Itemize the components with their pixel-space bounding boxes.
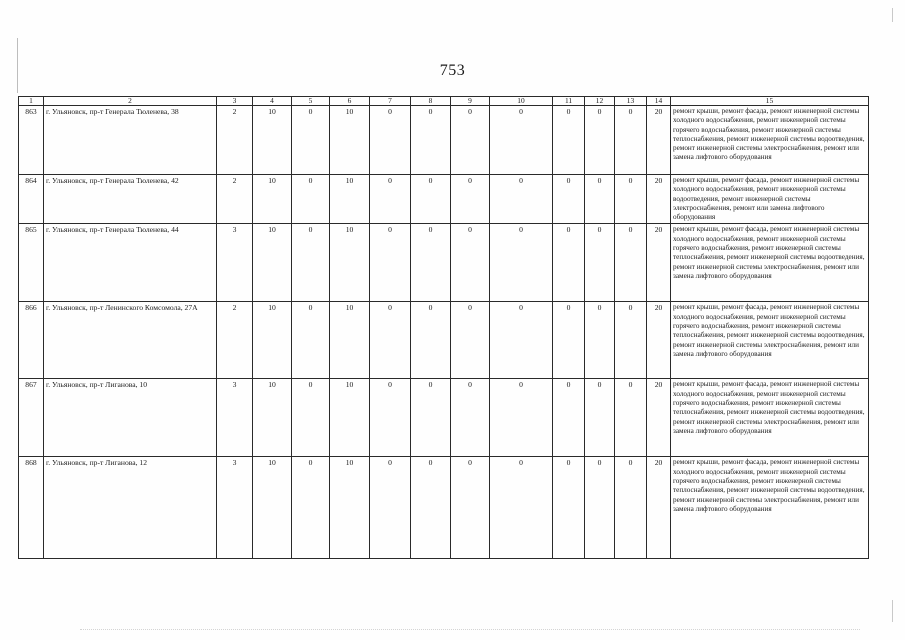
row-value: 0 <box>451 379 490 457</box>
row-value: 20 <box>647 106 671 175</box>
column-header: 9 <box>451 97 490 106</box>
row-number: 863 <box>19 106 44 175</box>
row-works: ремонт крыши, ремонт фасада, ремонт инженерной системы холодного водоснабжения, ремонт инженерной системы горячего водоснабжения, ремонт инженерной системы теплоснабжения, ремонт инженерной системы водоотведения, ремонт инженерной системы электроснабжения, ремонт или замена лифтового оборудования <box>671 302 869 379</box>
table-row <box>19 379 869 457</box>
row-value: 0 <box>370 106 411 175</box>
column-header: 1 <box>19 97 44 106</box>
row-value: 0 <box>451 224 490 302</box>
row-value: 0 <box>585 106 615 175</box>
register-table <box>18 96 869 559</box>
row-number: 867 <box>19 379 44 457</box>
row-value: 0 <box>553 457 585 559</box>
row-value: 0 <box>615 457 647 559</box>
row-value: 0 <box>553 302 585 379</box>
row-number: 865 <box>19 224 44 302</box>
row-value: 3 <box>217 379 253 457</box>
row-value: 0 <box>490 457 553 559</box>
row-value: 0 <box>292 302 330 379</box>
row-value: 0 <box>411 302 451 379</box>
row-value: 10 <box>330 302 370 379</box>
row-works: ремонт крыши, ремонт фасада, ремонт инженерной системы холодного водоснабжения, ремонт инженерной системы горячего водоснабжения, ремонт инженерной системы теплоснабжения, ремонт инженерной системы водоотведения, ремонт инженерной системы электроснабжения, ремонт или замена лифтового оборудования <box>671 224 869 302</box>
row-value: 20 <box>647 302 671 379</box>
table-row <box>19 302 869 379</box>
row-value: 0 <box>451 175 490 224</box>
column-header: 11 <box>553 97 585 106</box>
row-value: 0 <box>553 175 585 224</box>
column-header: 8 <box>411 97 451 106</box>
row-value: 0 <box>490 106 553 175</box>
row-value: 0 <box>490 379 553 457</box>
row-value: 0 <box>292 457 330 559</box>
row-value: 0 <box>585 379 615 457</box>
row-works: ремонт крыши, ремонт фасада, ремонт инженерной системы холодного водоснабжения, ремонт инженерной системы водоотведения, ремонт инженерной системы электроснабжения, ремонт или замена лифтового оборудования <box>671 175 869 224</box>
row-value: 0 <box>615 224 647 302</box>
scan-edge-mark <box>892 8 893 22</box>
column-header: 7 <box>370 97 411 106</box>
row-value: 0 <box>451 106 490 175</box>
row-value: 0 <box>585 457 615 559</box>
column-header: 13 <box>615 97 647 106</box>
row-number: 868 <box>19 457 44 559</box>
row-number: 864 <box>19 175 44 224</box>
row-value: 0 <box>553 379 585 457</box>
row-value: 0 <box>292 379 330 457</box>
column-header: 6 <box>330 97 370 106</box>
row-value: 20 <box>647 175 671 224</box>
row-value: 2 <box>217 106 253 175</box>
row-value: 20 <box>647 457 671 559</box>
row-value: 0 <box>585 175 615 224</box>
row-works: ремонт крыши, ремонт фасада, ремонт инженерной системы холодного водоснабжения, ремонт инженерной системы горячего водоснабжения, ремонт инженерной системы теплоснабжения, ремонт инженерной системы водоотведения, ремонт инженерной системы электроснабжения, ремонт или замена лифтового оборудования <box>671 106 869 175</box>
column-header: 4 <box>253 97 292 106</box>
row-value: 3 <box>217 457 253 559</box>
table-row <box>19 106 869 175</box>
row-value: 10 <box>330 379 370 457</box>
row-value: 0 <box>451 457 490 559</box>
table-row <box>19 224 869 302</box>
row-value: 0 <box>490 224 553 302</box>
column-header: 5 <box>292 97 330 106</box>
row-value: 20 <box>647 379 671 457</box>
row-value: 0 <box>411 106 451 175</box>
column-header: 15 <box>671 97 869 106</box>
row-value: 10 <box>253 175 292 224</box>
scan-edge-mark <box>892 600 893 622</box>
row-value: 0 <box>585 302 615 379</box>
row-address: г. Ульяновск, пр-т Ленинского Комсомола, 27А <box>44 302 217 379</box>
row-value: 10 <box>253 224 292 302</box>
row-value: 10 <box>253 379 292 457</box>
row-value: 0 <box>411 175 451 224</box>
column-header: 2 <box>44 97 217 106</box>
page-number: 753 <box>439 62 466 79</box>
row-value: 0 <box>370 302 411 379</box>
table-row <box>19 457 869 559</box>
row-value: 10 <box>253 302 292 379</box>
row-value: 0 <box>370 457 411 559</box>
row-value: 0 <box>411 224 451 302</box>
row-value: 0 <box>615 106 647 175</box>
column-header: 12 <box>585 97 615 106</box>
row-value: 2 <box>217 302 253 379</box>
row-value: 0 <box>615 302 647 379</box>
row-number: 866 <box>19 302 44 379</box>
row-value: 10 <box>330 224 370 302</box>
row-value: 0 <box>370 175 411 224</box>
row-value: 0 <box>451 302 490 379</box>
scan-noise <box>80 628 860 630</box>
row-works: ремонт крыши, ремонт фасада, ремонт инженерной системы холодного водоснабжения, ремонт инженерной системы горячего водоснабжения, ремонт инженерной системы теплоснабжения, ремонт инженерной системы водоотведения, ремонт инженерной системы электроснабжения, ремонт или замена лифтового оборудования <box>671 379 869 457</box>
row-value: 10 <box>253 457 292 559</box>
row-value: 0 <box>411 457 451 559</box>
row-value: 0 <box>615 175 647 224</box>
row-value: 0 <box>411 379 451 457</box>
row-value: 10 <box>330 457 370 559</box>
column-header: 14 <box>647 97 671 106</box>
row-value: 0 <box>292 224 330 302</box>
row-address: г. Ульяновск, пр-т Генерала Тюленева, 38 <box>44 106 217 175</box>
row-value: 10 <box>330 175 370 224</box>
row-value: 0 <box>490 175 553 224</box>
row-value: 2 <box>217 175 253 224</box>
table-row <box>19 175 869 224</box>
row-address: г. Ульяновск, пр-т Генерала Тюленева, 44 <box>44 224 217 302</box>
row-value: 0 <box>553 224 585 302</box>
row-works: ремонт крыши, ремонт фасада, ремонт инженерной системы холодного водоснабжения, ремонт инженерной системы горячего водоснабжения, ремонт инженерной системы теплоснабжения, ремонт инженерной системы водоотведения, ремонт инженерной системы электроснабжения, ремонт или замена лифтового оборудования <box>671 457 869 559</box>
row-value: 10 <box>253 106 292 175</box>
row-value: 0 <box>292 106 330 175</box>
row-value: 10 <box>330 106 370 175</box>
row-address: г. Ульяновск, пр-т Лиганова, 12 <box>44 457 217 559</box>
row-value: 0 <box>490 302 553 379</box>
row-value: 0 <box>370 224 411 302</box>
row-address: г. Ульяновск, пр-т Генерала Тюленева, 42 <box>44 175 217 224</box>
row-value: 0 <box>553 106 585 175</box>
row-value: 0 <box>615 379 647 457</box>
column-number-row <box>19 97 869 106</box>
row-value: 0 <box>370 379 411 457</box>
row-value: 0 <box>585 224 615 302</box>
column-header: 3 <box>217 97 253 106</box>
row-value: 0 <box>292 175 330 224</box>
row-address: г. Ульяновск, пр-т Лиганова, 10 <box>44 379 217 457</box>
column-header: 10 <box>490 97 553 106</box>
row-value: 3 <box>217 224 253 302</box>
row-value: 20 <box>647 224 671 302</box>
